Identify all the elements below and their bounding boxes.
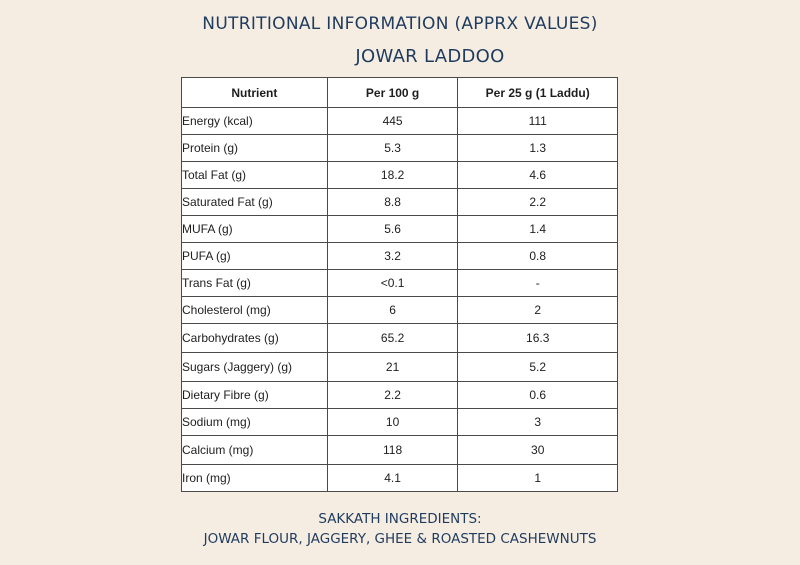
per-25g-cell: 1.3 [458,135,618,162]
table-header-row [182,78,618,108]
per-100g-cell: 2.2 [327,382,458,409]
per-100g-cell: 445 [327,108,458,135]
per-100g-cell: 5.3 [327,135,458,162]
table-row [182,297,618,324]
nutrient-cell: Total Fat (g) [182,162,328,189]
per-25g-cell: 3 [458,409,618,436]
column-header-nutrient: Nutrient [182,78,328,108]
product-name: JOWAR LADDOO [355,46,505,67]
table-row [182,162,618,189]
ingredients-list: JOWAR FLOUR, JAGGERY, GHEE & ROASTED CASHEWNUTS [203,531,597,547]
nutrient-cell: Sugars (Jaggery) (g) [182,353,328,382]
per-25g-cell: 1.4 [458,216,618,243]
column-header-per-100g: Per 100 g [327,78,458,108]
per-25g-cell: - [458,270,618,297]
per-25g-cell: 2.2 [458,189,618,216]
nutrient-cell: Cholesterol (mg) [182,297,328,324]
table-row [182,189,618,216]
nutrient-cell: Iron (mg) [182,465,328,492]
nutrient-cell: Dietary Fibre (g) [182,382,328,409]
nutrient-cell: Protein (g) [182,135,328,162]
table-row [182,108,618,135]
per-100g-cell: 65.2 [327,324,458,353]
nutrition-table [181,77,618,492]
nutrient-cell: Carbohydrates (g) [182,324,328,353]
nutrient-cell: Energy (kcal) [182,108,328,135]
nutrient-cell: MUFA (g) [182,216,328,243]
table-row [182,243,618,270]
per-100g-cell: 10 [327,409,458,436]
nutrient-cell: Saturated Fat (g) [182,189,328,216]
table-row [182,382,618,409]
nutrient-cell: Sodium (mg) [182,409,328,436]
per-25g-cell: 111 [458,108,618,135]
nutrient-cell: Calcium (mg) [182,436,328,465]
nutrient-cell: Trans Fat (g) [182,270,328,297]
per-25g-cell: 0.8 [458,243,618,270]
per-25g-cell: 5.2 [458,353,618,382]
per-25g-cell: 4.6 [458,162,618,189]
per-25g-cell: 30 [458,436,618,465]
per-100g-cell: 118 [327,436,458,465]
ingredients-label: SAKKATH INGREDIENTS: [318,511,482,527]
table-row [182,409,618,436]
per-25g-cell: 0.6 [458,382,618,409]
page-title: NUTRITIONAL INFORMATION (APPRX VALUES) [202,14,598,34]
per-100g-cell: 21 [327,353,458,382]
table-row [182,216,618,243]
per-100g-cell: 3.2 [327,243,458,270]
table-row [182,353,618,382]
per-100g-cell: 5.6 [327,216,458,243]
per-100g-cell: 18.2 [327,162,458,189]
table-row [182,270,618,297]
per-100g-cell: <0.1 [327,270,458,297]
per-25g-cell: 16.3 [458,324,618,353]
per-25g-cell: 2 [458,297,618,324]
per-100g-cell: 6 [327,297,458,324]
per-100g-cell: 8.8 [327,189,458,216]
table-row [182,324,618,353]
column-header-per-25g: Per 25 g (1 Laddu) [458,78,618,108]
per-25g-cell: 1 [458,465,618,492]
table-row [182,465,618,492]
per-100g-cell: 4.1 [327,465,458,492]
table-row [182,436,618,465]
table-row [182,135,618,162]
nutrient-cell: PUFA (g) [182,243,328,270]
